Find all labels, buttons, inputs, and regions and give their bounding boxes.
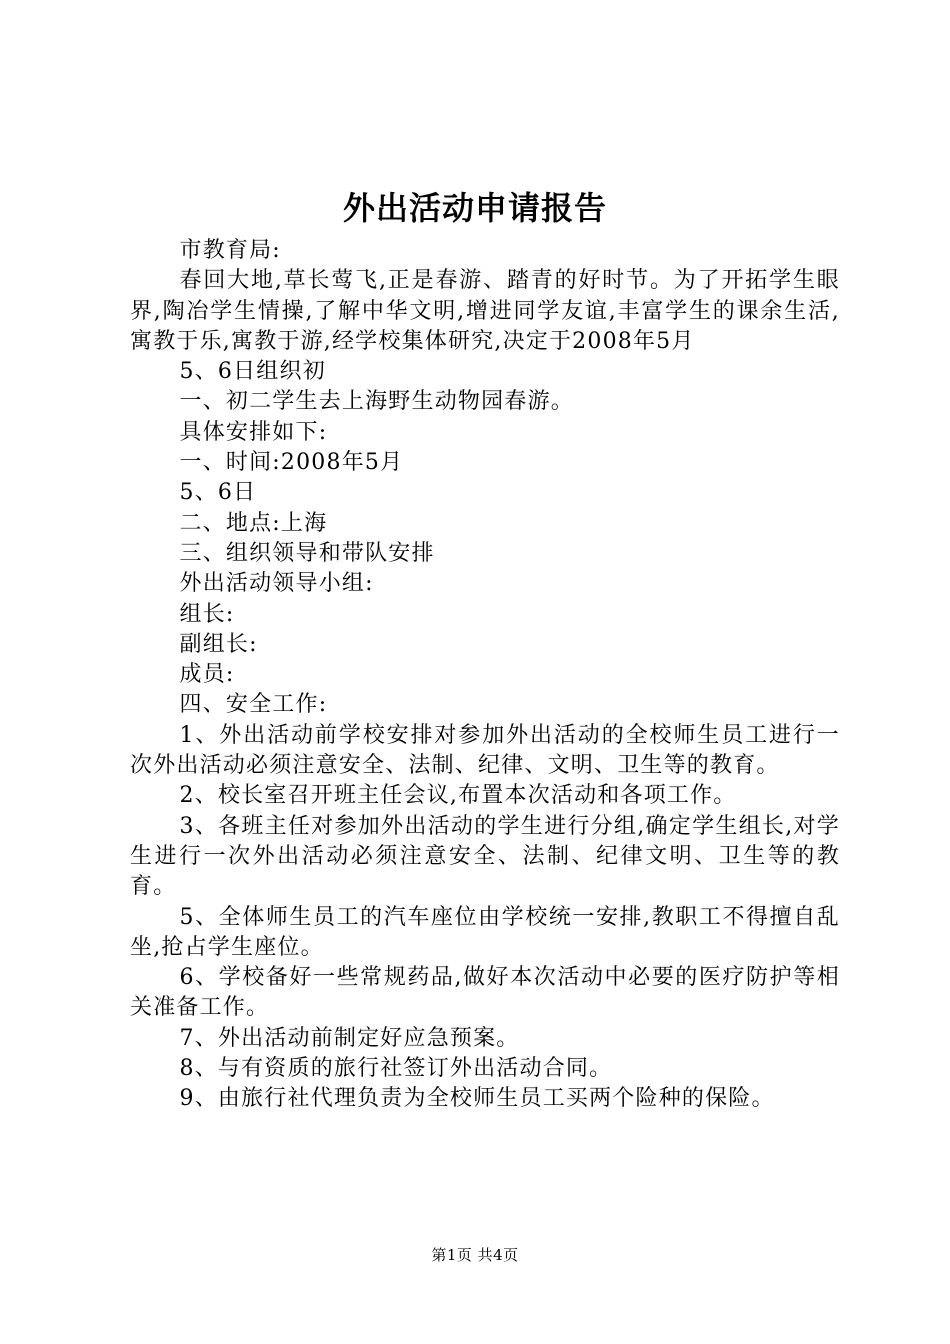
paragraph-members: 成员: xyxy=(179,662,235,688)
paragraph-safety-5: 5、全体师生员工的汽车座位由学校统一安排,教职工不得擅自乱坐,抢占学生座位。 xyxy=(130,904,840,960)
paragraph-grades: 一、初二学生去上海野生动物园春游。 xyxy=(179,389,574,415)
document-body xyxy=(130,236,840,1115)
document-title: 外出活动申请报告 xyxy=(342,189,607,227)
paragraph-arrangement-heading: 具体安排如下: xyxy=(179,419,328,445)
paragraph-leadership-group: 外出活动领导小组: xyxy=(179,571,374,597)
paragraph-safety-heading: 四、安全工作: xyxy=(179,692,328,718)
paragraph-leadership-heading: 三、组织领导和带队安排 xyxy=(179,540,435,566)
paragraph-addressee: 市教育局: xyxy=(179,238,281,263)
paragraph-safety-1: 1、外出活动前学校安排对参加外出活动的全校师生员工进行一次外出活动必须注意安全、法制、纪律、文明、卫生等的教育。 xyxy=(130,722,840,779)
paragraph-date-cont: 5、6日组织初 xyxy=(179,359,326,385)
paragraph-safety-7: 7、外出活动前制定好应急预案。 xyxy=(179,1025,520,1051)
paragraph-safety-8: 8、与有资质的旅行社签订外出活动合同。 xyxy=(179,1056,613,1082)
paragraph-time: 一、时间:2008年5月 xyxy=(179,450,404,476)
page-footer: 第1页 共4页 xyxy=(431,1246,519,1264)
paragraph-safety-9: 9、由旅行社代理负责为全校师生员工买两个险种的保险。 xyxy=(179,1086,775,1112)
paragraph-safety-6: 6、学校备好一些常规药品,做好本次活动中必要的医疗防护等相关准备工作。 xyxy=(130,965,840,1021)
paragraph-deputy-leader: 副组长: xyxy=(179,631,258,657)
paragraph-intro: 春回大地,草长莺飞,正是春游、踏青的好时节。为了开拓学生眼界,陶冶学生情操,了解中华文明,增进同学友谊,丰富学生的课余生活,寓教于乐,寓教于游,经学校集体研究,决定于2008年5月 xyxy=(130,268,840,354)
paragraph-safety-3: 3、各班主任对参加外出活动的学生进行分组,确定学生组长,对学生进行一次外出活动必须注意安全、法制、纪律文明、卫生等的教育。 xyxy=(130,813,840,900)
paragraph-location: 二、地点:上海 xyxy=(179,510,328,536)
paragraph-safety-2: 2、校长室召开班主任会议,布置本次活动和各项工作。 xyxy=(179,783,737,809)
paragraph-leader: 组长: xyxy=(179,601,235,627)
paragraph-time-cont: 5、6日 xyxy=(179,480,257,506)
